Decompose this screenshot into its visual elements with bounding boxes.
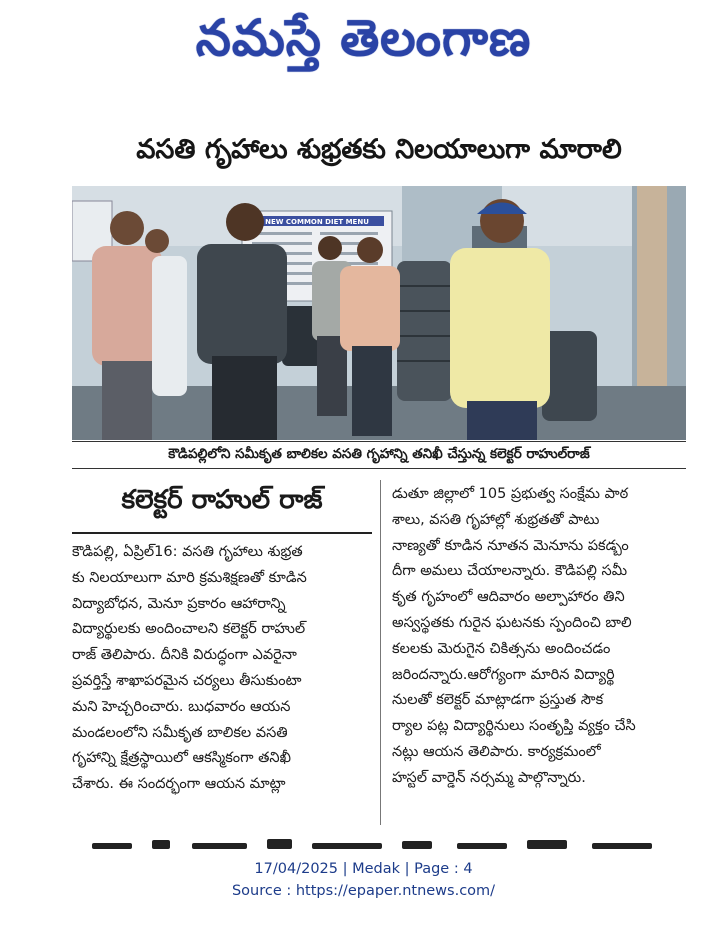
body-line: జరిందన్నారు.ఆరోగ్యంగా మారిన విద్యార్థి: [392, 666, 615, 683]
newspaper-masthead: [0, 0, 727, 88]
body-line: కృత గృహంలో ఆదివారం అల్పాహారం తిని: [392, 589, 625, 606]
body-line: దీగా అమలు చేయాలన్నారు. కౌడిపల్లి సమీ: [392, 563, 628, 580]
body-line: అస్వస్థతకు గురైన ఘటనకు స్పందించి బాలి: [392, 614, 632, 631]
column-divider: [380, 480, 381, 825]
body-line: శాలు, వసతి గృహాల్లో శుభ్రతతో పాటు: [392, 511, 600, 528]
body-line: నాణ్యతో కూడిన నూతన మెనూను పకడ్బం: [392, 537, 629, 554]
left-text-column: [72, 540, 368, 798]
body-line: కలలకు మెరుగైన చికిత్సను అందించడం: [392, 640, 611, 657]
source-info: Source : https://epaper.ntnews.com/: [231, 883, 496, 899]
body-line: హస్టల్ వార్డెన్ నర్సమ్మ పాల్గొన్నారు.: [392, 769, 586, 786]
menu-board-banner: NEW COMMON DIET MENU: [265, 218, 369, 226]
body-line: నులతో కలెక్టర్ మాట్లాడగా ప్రస్తుత సౌక: [392, 692, 604, 709]
body-line: ప్రవర్తిస్తే శాఖాపరమైన చర్యలు తీసుకుంటా: [72, 672, 302, 689]
edition-info: 17/04/2025 | Medak | Page : 4: [254, 861, 473, 877]
body-line: డుతూ జిల్లాలో 105 ప్రభుత్వ సంక్షేమ పాఠ: [392, 486, 629, 502]
body-line: కౌడిపల్లి, ఏప్రిల్16: వసతి గృహాలు శుభ్రత: [72, 544, 303, 560]
page-footer: [0, 858, 727, 902]
body-line: గృహాన్ని క్షేత్రస్థాయిలో ఆకస్మికంగా తనిఖీ: [72, 750, 291, 767]
body-line: విద్యాబోధన, మెనూ ప్రకారం ఆహారాన్ని: [72, 595, 286, 612]
body-line: కు నిలయాలుగా మారి క్రమశిక్షణతో కూడిన: [72, 569, 307, 586]
article-photo: [72, 186, 686, 440]
article-headline: వసతి గృహాలు శుభ్రతకు నిలయాలుగా మారాలి: [136, 134, 622, 165]
right-text-column: [392, 482, 686, 792]
cropped-next-article-strip: [72, 836, 686, 850]
body-line: చేశారు. ఈ సందర్భంగా ఆయన మాట్లా: [72, 776, 286, 793]
cropped-text-fragments: [72, 837, 686, 850]
body-line: మని హెచ్చరించారు. బుధవారం ఆయన: [72, 698, 291, 715]
body-line: నట్లు ఆయన తెలిపారు. కార్యక్రమంలో: [392, 743, 601, 760]
body-line: మండలంలోని సమీకృత బాలికల వసతి: [72, 724, 288, 741]
byline-divider: [72, 532, 372, 534]
body-line: రాజ్ తెలిపారు. దీనికి విరుద్ధంగా ఎవరైనా: [72, 647, 297, 664]
masthead-title: నమస్తే తెలంగాణ: [195, 8, 532, 67]
body-line: ర్యాల పట్ల విద్యార్థినులు సంతృప్తి వ్యక్తం చేసి: [392, 718, 636, 735]
article-byline: కలెక్టర్ రాహుల్ రాజ్: [121, 485, 323, 515]
photo-caption: కౌడిపల్లిలోని సమీకృత బాలికల వసతి గృహాన్ని తనిఖీ చేస్తున్న కలెక్టర్ రాహుల్‌రాజ్: [72, 441, 686, 469]
body-line: విద్యార్థులకు అందించాలని కలెక్టర్ రాహుల్: [72, 621, 306, 638]
photo-illustration: [72, 186, 686, 440]
